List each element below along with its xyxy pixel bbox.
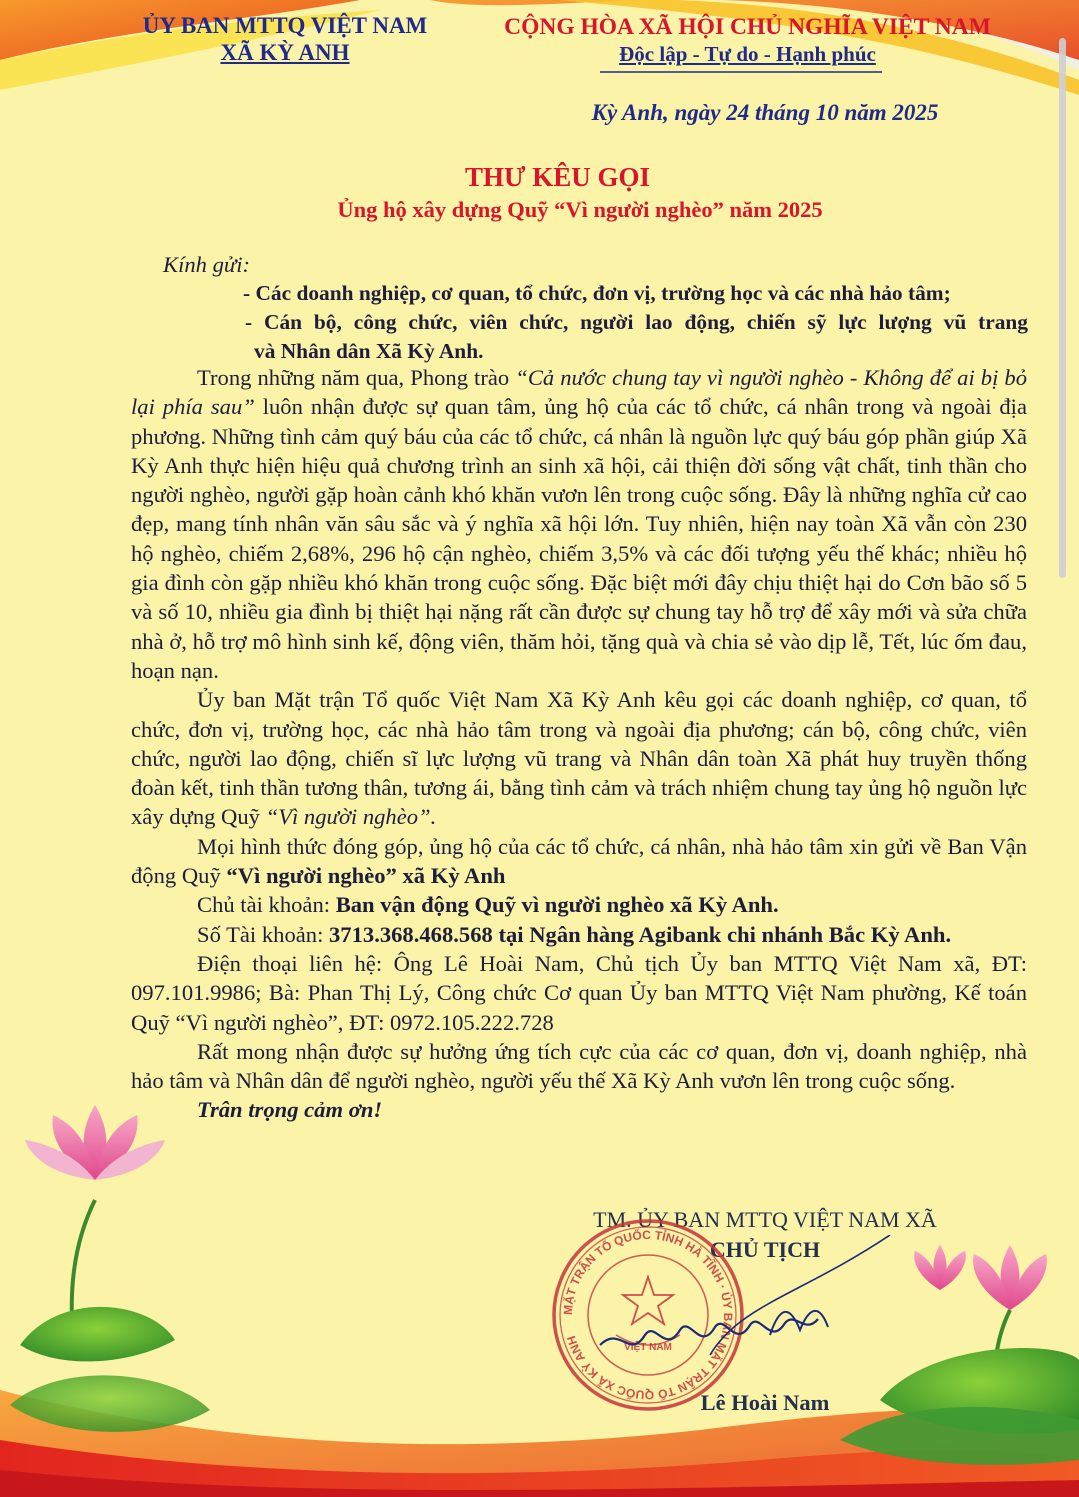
paragraph-contribution <box>131 832 1027 891</box>
paragraph-appeal <box>131 685 1027 831</box>
recipient-line-1: - Các doanh nghiệp, cơ quan, tổ chức, đơn vị, trường học và các nhà hảo tâm; <box>243 281 951 305</box>
recipient-line-2: - Cán bộ, công chức, viên chức, người lao động, chiến sỹ lực lượng vũ trang <box>245 310 1028 334</box>
account-holder-value: Ban vận động Quỹ vì người nghèo xã Kỳ Anh. <box>335 892 779 918</box>
p2-text: Ủy ban Mặt trận Tổ quốc Việt Nam Xã Kỳ Anh kêu gọi các doanh nghiệp, cơ quan, tổ chức, đơn vị, trường học, các nhà hảo tâm trong và ngoài địa phương; cán bộ, công chức, viên chức, người lao động, chiến sĩ lực lượng vũ trang và Nhân dân toàn Xã phát huy truyền thống đoàn kết, tinh thần tương thân, tương ái, bằng tình cảm và trách nhiệm chung tay ủng hộ nguồn lực xây dựng Quỹ <box>131 687 1027 830</box>
campaign-quote: “Cả nước chung tay vì người nghèo - Không để ai bị bỏ lại phía sau” <box>131 365 1028 420</box>
place-date: Kỳ Anh, ngày 24 tháng 10 năm 2025 <box>591 100 939 125</box>
account-holder-label: Chủ tài khoản: <box>197 892 336 918</box>
p1-text: Trong những năm qua, Phong trào <box>197 365 516 390</box>
handwritten-signature-icon <box>590 1235 900 1395</box>
letter-body <box>131 363 1027 1125</box>
org-header <box>120 12 450 66</box>
page-title: THƯ KÊU GỌI <box>464 162 651 192</box>
scrollbar[interactable] <box>1059 38 1066 578</box>
fund-name: “Vì người nghèo” xã Kỳ Anh <box>226 863 506 889</box>
nation-motto: Độc lập - Tự do - Hạnh phúc <box>619 42 876 66</box>
p3-text: Mọi hình thức đóng góp, ủng hộ của các tổ chức, cá nhân, nhà hảo tâm xin gửi về Ban Vận động Quỹ <box>131 833 1027 889</box>
recipient-line-3: và Nhân dân Xã Kỳ Anh. <box>254 339 484 363</box>
account-holder <box>131 890 1027 919</box>
signer-name: Lê Hoài Nam <box>700 1390 830 1415</box>
left-lotus-illustration <box>10 1105 210 1432</box>
salutation: Kính gửi: <box>163 252 251 277</box>
paragraph-situation <box>131 363 1027 685</box>
contact-info: Điện thoại liên hệ: Ông Lê Hoài Nam, Chủ tịch Ủy ban MTTQ Việt Nam xã, ĐT: 097.101.9986; Bà: Phan Thị Lý, Công chức Cơ quan Ủy ban MTTQ Việt Nam phường, Kế toán Quỹ “Vì người nghèo”, ĐT: 0972.105.222.728 <box>131 950 1027 1035</box>
nation-header <box>480 14 1015 68</box>
closing-thanks: Trân trọng cảm ơn! <box>197 1097 383 1123</box>
fund-quote: “Vì người nghèo”. <box>265 804 437 830</box>
account-number <box>131 920 1027 949</box>
org-name: ỦY BAN MTTQ VIỆT NAM <box>142 13 428 38</box>
org-commune: XÃ KỲ ANH <box>220 40 350 65</box>
page-subtitle: Ủng hộ xây dựng Quỹ “Vì người nghèo” năm 2025 <box>337 197 823 222</box>
signature-org: TM. ỦY BAN MTTQ VIỆT NAM XÃ <box>593 1207 937 1232</box>
seal-center-text: VIỆT NAM <box>624 1342 672 1353</box>
paragraph-closing-wish: Rất mong nhận được sự hưởng ứng tích cực của các cơ quan, đơn vị, doanh nghiệp, nhà hảo tâm và Nhân dân để người nghèo, người yếu thế Xã Kỳ Anh vươn lên trong cuộc sống. <box>131 1038 1027 1094</box>
account-number-label: Số Tài khoản: <box>197 921 329 947</box>
p1-text-rest: luôn nhận được sự quan tâm, ủng hộ của các tổ chức, cá nhân trong và ngoài địa phương. Những tình cảm quý báu của các tổ chức, cá nhân là nguồn lực quý báu góp phần giúp Xã Kỳ Anh thực hiện hiệu quả chương trình an sinh xã hội, cải thiện đời sống vật chất, tinh thần cho người nghèo, người gặp hoàn cảnh khó khăn vươn lên trong cuộc sống. Đây là những nghĩa cử cao đẹp, mang tính nhân văn sâu sắc và ý nghĩa xã hội lớn. Tuy nhiên, hiện nay toàn Xã vẫn còn 230 hộ nghèo, chiếm 2,68%, 296 hộ cận nghèo, chiếm 3,5% và các đối tượng yếu thế khác; nhiều hộ gia đình còn gặp nhiều khó khăn trong cuộc sống. Đặc biệt mới đây chịu thiệt hại do Cơn bão số 5 và số 10, nhiều gia đình bị thiệt hại nặng rất cần được sự chung tay hỗ trợ để xây mới và sửa chữa nhà ở, hỗ trợ mô hình sinh kế, động viên, thăm hỏi, tặng quà và chia sẻ vào dịp lễ, Tết, lúc ốm đau, hoạn nạn. <box>131 394 1027 683</box>
account-number-value: 3713.368.468.568 tại Ngân hàng Agibank chi nhánh Bắc Kỳ Anh. <box>329 921 952 947</box>
nation-name: CỘNG HÒA XÃ HỘI CHỦ NGHĨA VIỆT NAM <box>504 14 991 40</box>
seal-outer-text: MẶT TRẬN TỔ QUỐC TỈNH HÀ TĨNH · ỦY BAN MẶT TRẬN TỔ QUỐC XÃ KỲ ANH <box>560 1227 736 1403</box>
signature-role: CHỦ TỊCH <box>709 1237 821 1262</box>
